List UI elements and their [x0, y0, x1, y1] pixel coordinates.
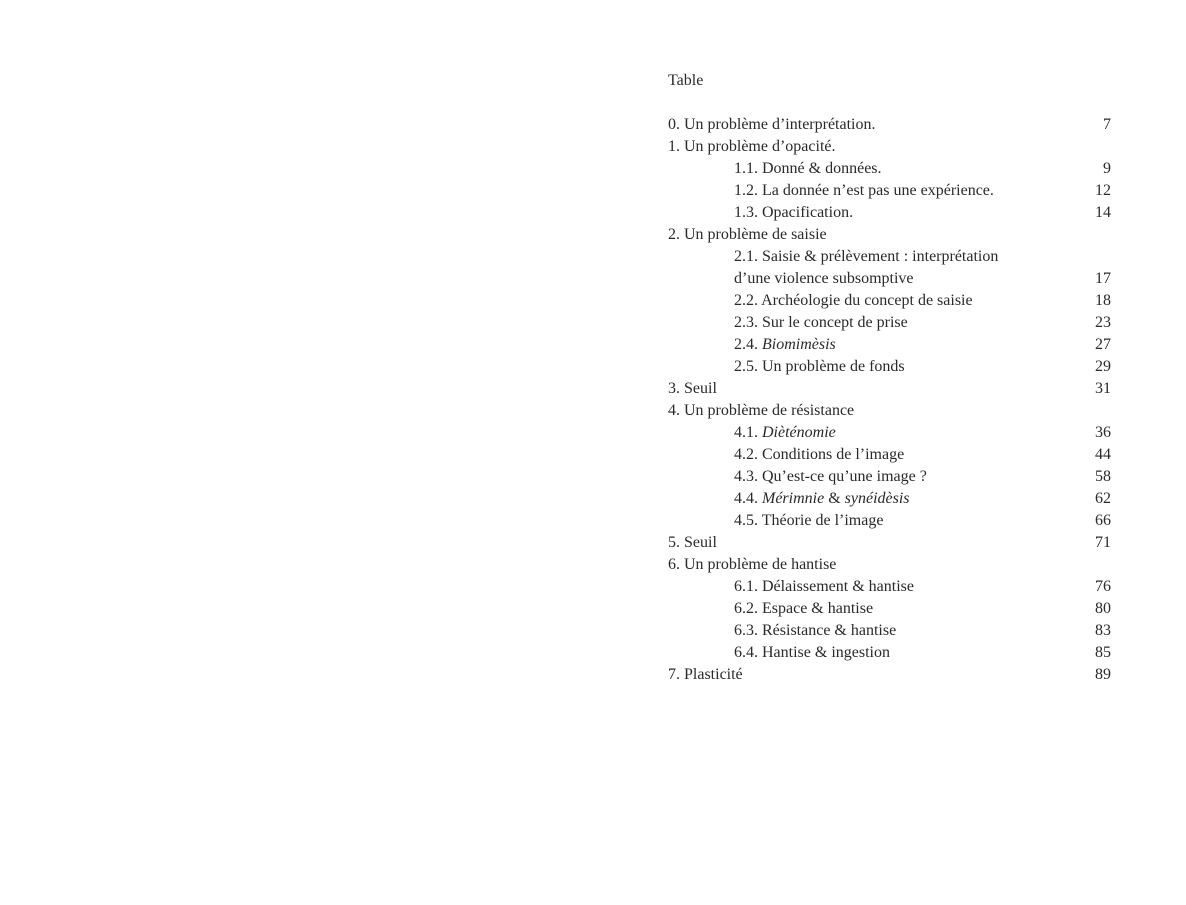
toc-entry-label: 6. Un problème de hantise: [668, 556, 837, 573]
toc-entry-number: 4.4.: [734, 490, 762, 507]
toc-entry-6: [668, 554, 1111, 576]
toc-entry-label: d’une violence subsomptive: [734, 270, 914, 287]
toc-entry-ampersand: &: [824, 490, 845, 507]
toc-page-number: 89: [1095, 666, 1111, 683]
toc-entry-6-4: [668, 642, 1111, 664]
toc-entry-label: 4. Un problème de résistance: [668, 402, 855, 419]
toc-entry-3: [668, 378, 1111, 400]
toc-entry-label: 0. Un problème d’interprétation.: [668, 116, 876, 133]
toc-entry-label: 1. Un problème d’opacité.: [668, 138, 836, 155]
toc-entry-2-1: [668, 246, 1111, 268]
toc-entry-1-1: [668, 158, 1111, 180]
toc-entry-number: 4.1.: [734, 424, 762, 441]
toc-entry-2-1-cont: [668, 268, 1111, 290]
toc-page-number: 80: [1095, 600, 1111, 617]
toc-entry-label: 2.2. Archéologie du concept de saisie: [734, 292, 973, 309]
toc-page-number: 9: [1103, 160, 1111, 177]
toc-entry-label: 6.2. Espace & hantise: [734, 600, 874, 617]
toc-entry-4-4: [668, 488, 1111, 510]
toc-entry-italic-label: Mérimnie: [762, 490, 825, 507]
toc-entry-1-2: [668, 180, 1111, 202]
toc-entry-4-2: [668, 444, 1111, 466]
toc-entry-6-3: [668, 620, 1111, 642]
toc-entry-italic-label-2: synéidèsis: [844, 490, 910, 507]
toc-entry-2-2: [668, 290, 1111, 312]
toc-entry-label: 4.5. Théorie de l’image: [734, 512, 884, 529]
toc-entry-italic-label: Biomimèsis: [762, 336, 836, 353]
toc-entry-4: [668, 400, 1111, 422]
toc-page-number: 31: [1095, 380, 1111, 397]
toc-entry-5: [668, 532, 1111, 554]
toc-entry-7: [668, 664, 1111, 686]
toc-entry-6-2: [668, 598, 1111, 620]
toc-page-number: 23: [1095, 314, 1111, 331]
toc-entry-label: 3. Seuil: [668, 380, 717, 397]
toc-entry-4-5: [668, 510, 1111, 532]
toc-entry-1-3: [668, 202, 1111, 224]
toc-entry-0: [668, 114, 1111, 136]
toc-entry-label: 2.3. Sur le concept de prise: [734, 314, 908, 331]
toc-entry-4-1: [668, 422, 1111, 444]
table-of-contents: [668, 70, 1111, 686]
toc-page-number: 44: [1095, 446, 1111, 463]
toc-entry-label: 7. Plasticité: [668, 666, 743, 683]
toc-entry-6-1: [668, 576, 1111, 598]
toc-entry-label: 1.1. Donné & données.: [734, 160, 882, 177]
toc-entry-2: [668, 224, 1111, 246]
toc-page-number: 66: [1095, 512, 1111, 529]
toc-page-number: 36: [1095, 424, 1111, 441]
toc-entry-label: 4.3. Qu’est-ce qu’une image ?: [734, 468, 927, 485]
toc-page-number: 27: [1095, 336, 1111, 353]
toc-page-number: 76: [1095, 578, 1111, 595]
toc-entry-label: 6.3. Résistance & hantise: [734, 622, 897, 639]
toc-entry-label: 6.4. Hantise & ingestion: [734, 644, 890, 661]
toc-entry-label: 2. Un problème de saisie: [668, 226, 827, 243]
toc-page-number: 12: [1095, 182, 1111, 199]
toc-entry-label: 4.2. Conditions de l’image: [734, 446, 905, 463]
toc-page-number: 58: [1095, 468, 1111, 485]
toc-entry-label: 5. Seuil: [668, 534, 717, 551]
toc-entry-italic-label: Dièténomie: [762, 424, 836, 441]
toc-page-number: 14: [1095, 204, 1111, 221]
toc-entry-label: 6.1. Délaissement & hantise: [734, 578, 914, 595]
toc-entry-number: 2.4.: [734, 336, 762, 353]
toc-page-number: 71: [1095, 534, 1111, 551]
toc-page-number: 62: [1095, 490, 1111, 507]
toc-entry-label: 2.5. Un problème de fonds: [734, 358, 905, 375]
toc-entry-1: [668, 136, 1111, 158]
toc-entry-2-4: [668, 334, 1111, 356]
toc-entry-2-5: [668, 356, 1111, 378]
toc-entry-2-3: [668, 312, 1111, 334]
toc-page-number: 17: [1095, 270, 1111, 287]
toc-page-number: 83: [1095, 622, 1111, 639]
toc-entry-label: 1.2. La donnée n’est pas une expérience.: [734, 182, 994, 199]
toc-entry-4-3: [668, 466, 1111, 488]
toc-page-number: 7: [1103, 116, 1111, 133]
toc-page-number: 18: [1095, 292, 1111, 309]
toc-page-number: 85: [1095, 644, 1111, 661]
toc-page-number: 29: [1095, 358, 1111, 375]
toc-entry-label: 1.3. Opacification.: [734, 204, 854, 221]
toc-entry-label: 2.1. Saisie & prélèvement : interprétation: [734, 248, 999, 265]
toc-title: Table: [668, 72, 704, 89]
